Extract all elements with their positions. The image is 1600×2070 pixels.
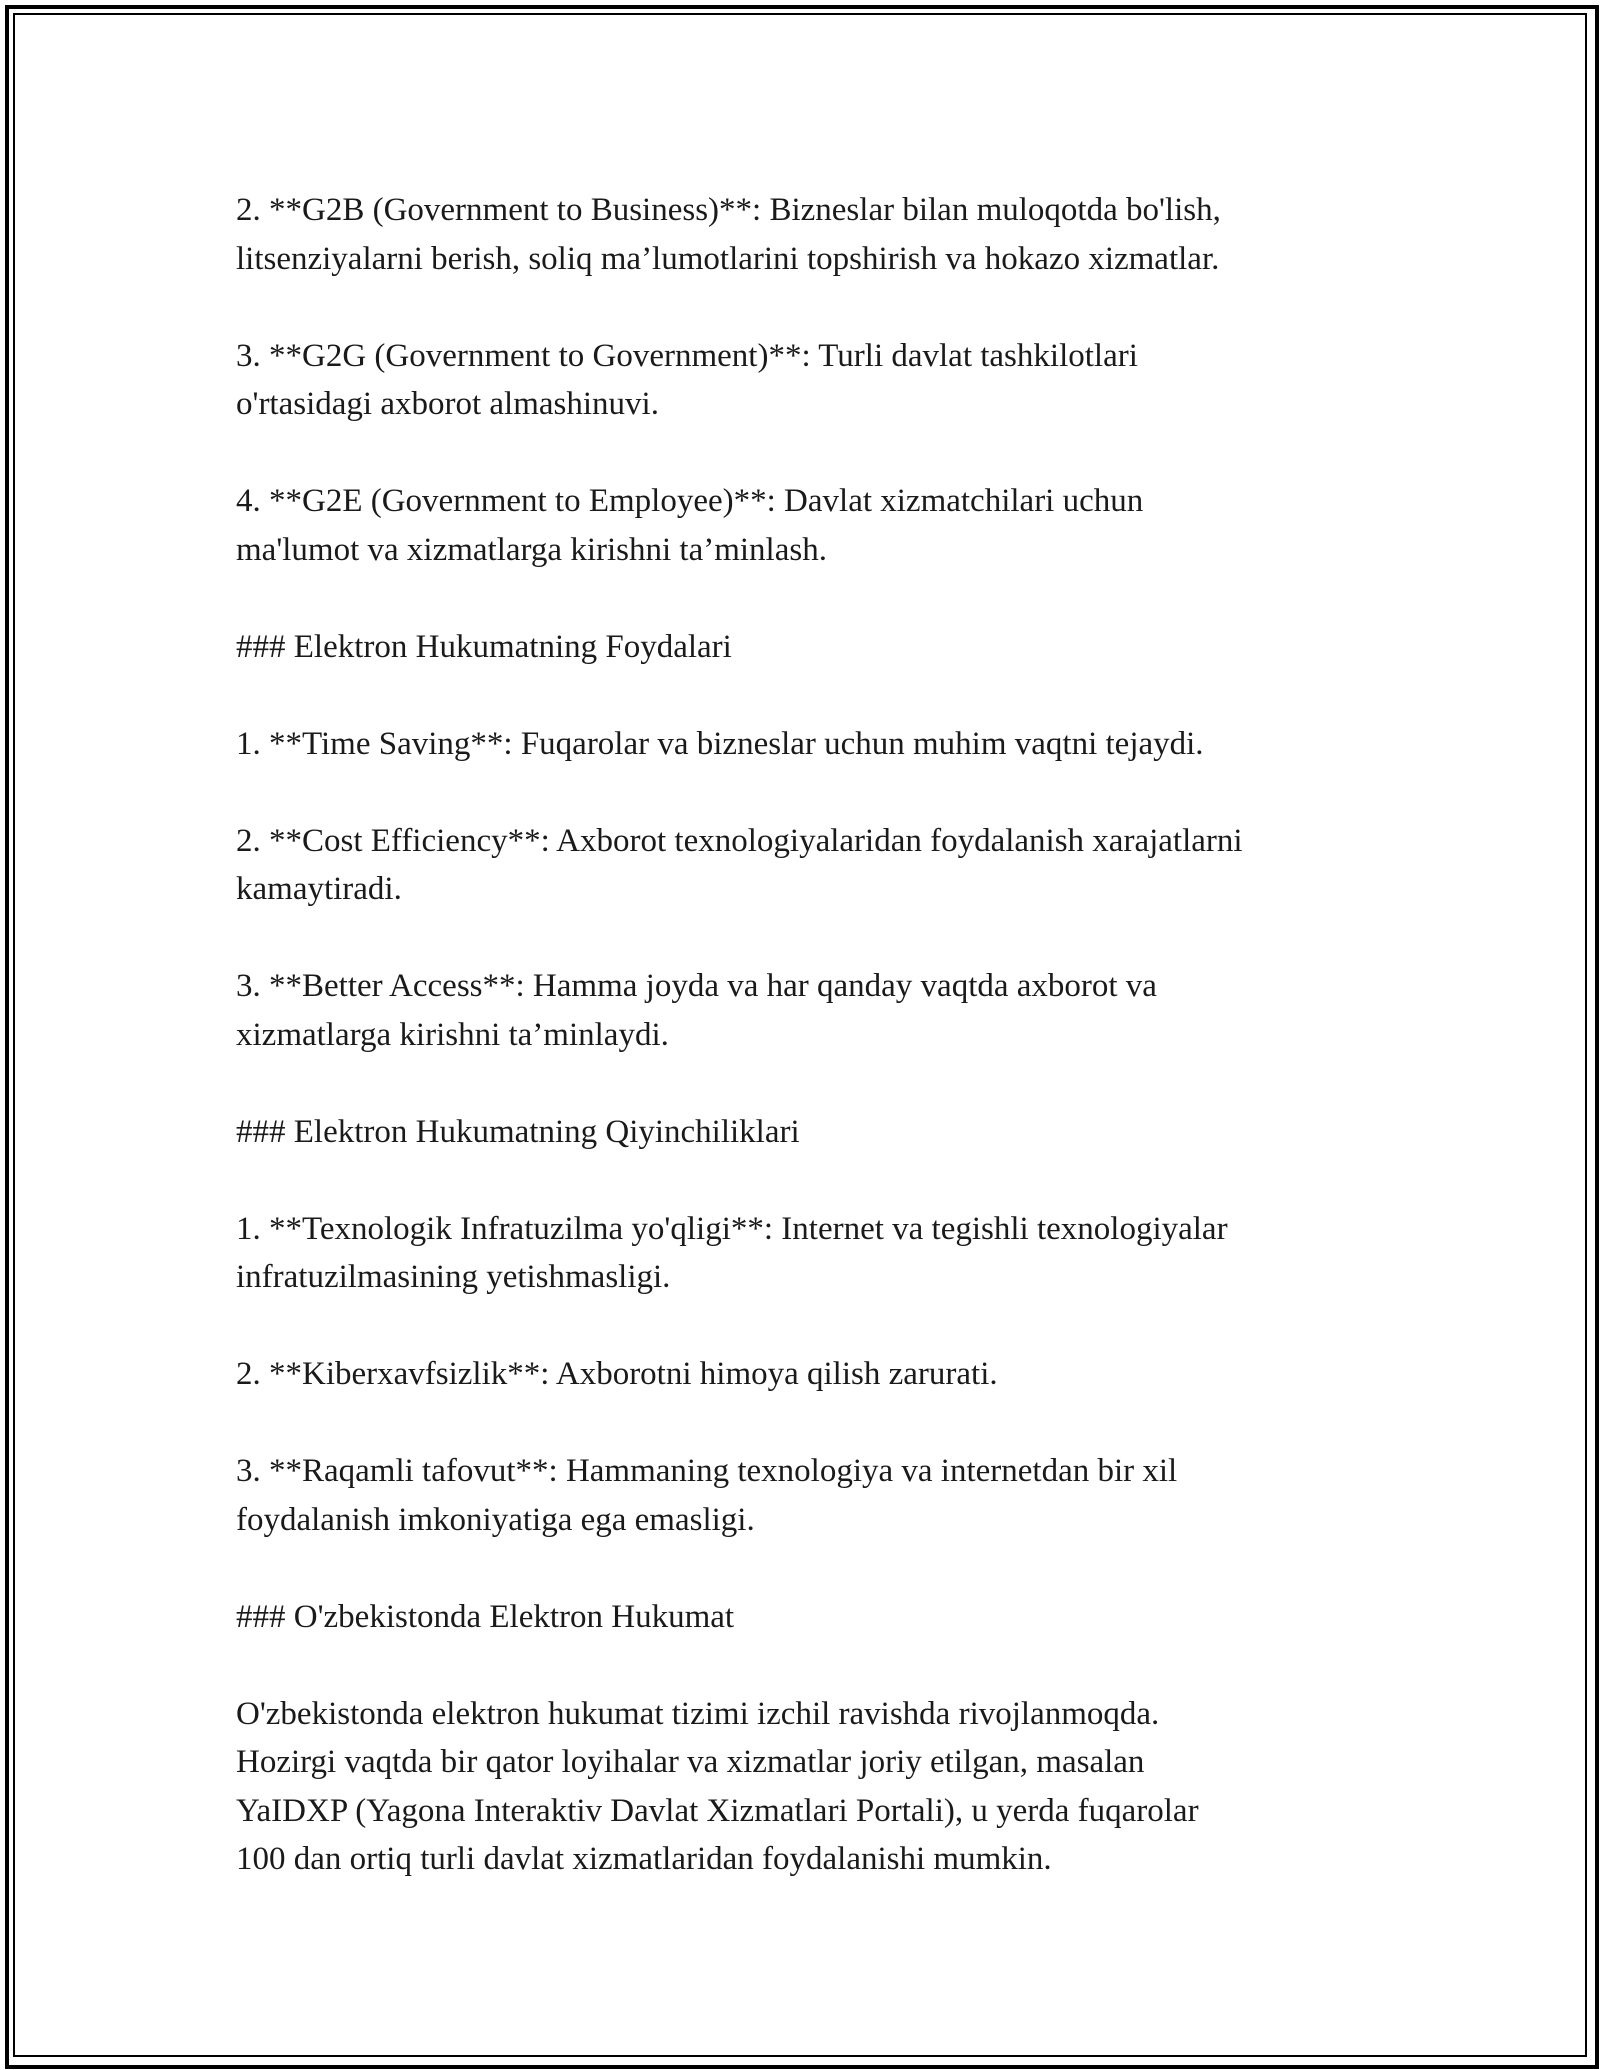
paragraph-kiberxavfsizlik: 2. **Kiberxavfsizlik**: Axborotni himoya qilish zarurati. [236, 1356, 998, 1392]
document-body [236, 186, 1396, 1884]
paragraph-g2g: 3. **G2G (Government to Government)**: Turli davlat tashkilotlari o'rtasidagi axborot almashinuvi. [236, 337, 1138, 422]
paragraph-ozbekistonda: O'zbekistonda elektron hukumat tizimi izchil ravishda rivojlanmoqda. Hozirgi vaqtda bir qator loyihalar va xizmatlar joriy etilgan, masalan YaIDXP (Yagona Interaktiv Davlat Xizmatlari Portali), u yerda fuqarolar 100 dan ortiq turli davlat xizmatlaridan foydalanishi mumkin. [236, 1695, 1199, 1877]
heading-qiyinchiliklari: ### Elektron Hukumatning Qiyinchiliklari [236, 1113, 800, 1150]
paragraph-raqamli-tafovut: 3. **Raqamli tafovut**: Hammaning texnologiya va internetdan bir xil foydalanish imkoniyatiga ega emasligi. [236, 1453, 1178, 1538]
paragraph-infratuzilma: 1. **Texnologik Infratuzilma yo'qligi**: Internet va tegishli texnologiyalar infratuzilmasining yetishmasligi. [236, 1210, 1228, 1295]
paragraph-g2b: 2. **G2B (Government to Business)**: Bizneslar bilan muloqotda bo'lish, litsenziyalarni berish, soliq ma’lumotlarini topshirish va hokazo xizmatlar. [236, 192, 1221, 277]
paragraph-cost-efficiency: 2. **Cost Efficiency**: Axborot texnologiyalaridan foydalanish xarajatlarni kamaytiradi. [236, 822, 1243, 907]
paragraph-g2e: 4. **G2E (Government to Employee)**: Davlat xizmatchilari uchun ma'lumot va xizmatlarga kirishni ta’minlash. [236, 483, 1144, 568]
heading-foydalari: ### Elektron Hukumatning Foydalari [236, 628, 732, 665]
heading-ozbekistonda: ### O'zbekistonda Elektron Hukumat [236, 1598, 735, 1635]
paragraph-time-saving: 1. **Time Saving**: Fuqarolar va bizneslar uchun muhim vaqtni tejaydi. [236, 725, 1204, 762]
paragraph-better-access: 3. **Better Access**: Hamma joyda va har qanday vaqtda axborot va xizmatlarga kirishni ta’minlaydi. [236, 968, 1157, 1053]
